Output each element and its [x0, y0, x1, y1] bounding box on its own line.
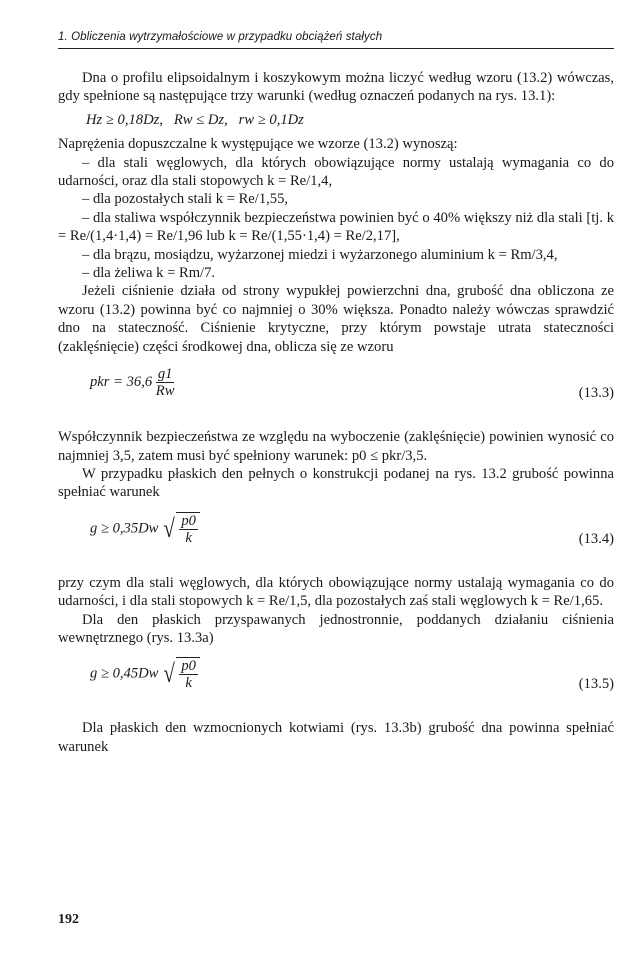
paragraph-2: Naprężenia dopuszczalne k występujące we wzorze (13.2) wynoszą: — [58, 136, 458, 153]
paragraph-3: Jeżeli ciśnienie działa od strony wypukłej powierzchni dna, grubość dna obliczona ze wzoru (13.2) powinna być co najmniej o 30% większa. Ponadto należy wówczas sprawdzić dno na stateczność. Ciśnienie krytyczne, przy którym powstaje utrata stateczności (zaklęśnięcie) części środkowej dna, oblicza się ze wzoru — [58, 283, 614, 355]
list-item-3: – dla staliwa współczynnik bezpieczeństwa powinien być o 40% większy niż dla stali [tj. k = Re/(1,4·1,4) = Re/1,96 lub k = Re/(1,55·1,4) = Re/2,17], — [58, 209, 614, 245]
equation-13-3-fraction — [156, 366, 175, 399]
equation-13-4-lhs: g ≥ 0,35Dw — [90, 520, 159, 537]
list-item-1: – dla stali węglowych, dla których obowiązujące normy ustalają wymagania co do udarności, oraz dla stali stopowych k = Re/1,4, — [58, 154, 614, 190]
equation-13-5-expr — [90, 657, 200, 691]
equation-13-3-lhs: pkr = 36,6 — [90, 373, 153, 390]
equation-13-5-fraction — [179, 658, 198, 691]
sqrt-radicand — [176, 512, 200, 546]
condition-2: Rw ≤ Dz, — [173, 111, 228, 128]
equation-13-3-expr — [90, 366, 174, 399]
page-number: 192 — [58, 912, 79, 927]
running-header: 1. Obliczenia wytrzymałościowe w przypadku obciążeń stałych — [58, 31, 383, 43]
header-rule — [58, 48, 614, 49]
equation-13-3-numerator: g1 — [156, 366, 175, 383]
equation-13-5 — [58, 657, 614, 711]
equation-13-5-lhs: g ≥ 0,45Dw — [90, 665, 159, 682]
paragraph-4: Współczynnik bezpieczeństwa ze względu na wyboczenie (zaklęśnięcie) powinien wynosić co najmniej 3,5, zatem musi być spełniony warunek: p0 ≤ pkr/3,5. — [58, 429, 614, 464]
condition-1: Hz ≥ 0,18Dz, — [86, 111, 163, 128]
list-item-4: – dla brązu, mosiądzu, wyżarzonej miedzi i wyżarzonego aluminium k = Rm/3,4, — [82, 246, 558, 263]
body-text — [58, 69, 614, 756]
sqrt-13-4 — [162, 512, 200, 546]
equation-13-4-numerator: p0 — [181, 512, 196, 529]
equation-13-3 — [58, 366, 614, 420]
equation-13-3-denominator: Rw — [155, 383, 175, 400]
list-item-2: – dla pozostałych stali k = Re/1,55, — [82, 191, 289, 208]
equation-13-5-number: (13.5) — [578, 676, 614, 693]
sqrt-sign-icon: √ — [163, 513, 175, 543]
paragraph-7: Dla den płaskich przyspawanych jednostronnie, poddanych działaniu ciśnienia wewnętrznego (rys. 13.3a) — [58, 611, 614, 646]
equation-13-4 — [58, 512, 614, 566]
equation-13-4-number: (13.4) — [578, 530, 614, 547]
equation-13-4-expr — [90, 512, 200, 546]
conditions-line — [58, 111, 614, 129]
equation-13-5-denominator: k — [185, 675, 192, 692]
paragraph-6: przy czym dla stali węglowych, dla których obowiązujące normy ustalają wymagania co do udarności, i dla stali stopowych k = Re/1,5, dla pozostałych zaś stali węglowych k = Re/1,65. — [58, 574, 614, 610]
sqrt-radicand — [176, 657, 200, 691]
equation-13-5-numerator: p0 — [181, 658, 196, 675]
paragraph-1: Dna o profilu elipsoidalnym i koszykowym można liczyć według wzoru (13.2) wówczas, gdy spełnione są następujące trzy warunki (według oznaczeń podanych na rys. 13.1): — [58, 70, 614, 105]
equation-13-3-number: (13.3) — [578, 385, 614, 402]
equation-13-4-denominator: k — [185, 529, 192, 546]
paragraph-5: W przypadku płaskich den pełnych o konstrukcji podanej na rys. 13.2 grubość powinna spełniać warunek — [58, 465, 614, 501]
equation-13-4-fraction — [179, 513, 198, 546]
list-item-5: – dla żeliwa k = Rm/7. — [82, 265, 216, 282]
sqrt-13-5 — [162, 657, 200, 691]
paragraph-8: Dla płaskich den wzmocnionych kotwiami (rys. 13.3b) grubość dna powinna spełniać warunek — [58, 720, 614, 755]
sqrt-sign-icon: √ — [163, 659, 175, 689]
condition-3: rw ≥ 0,1Dz — [238, 111, 304, 128]
